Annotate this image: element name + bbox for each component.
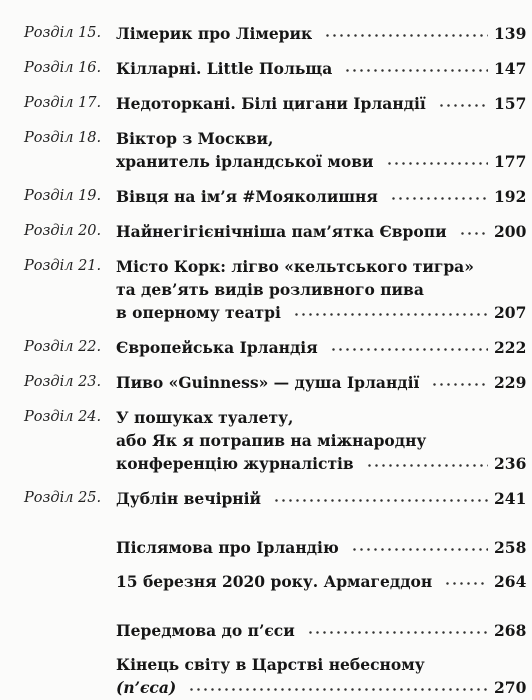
toc-page-number: 241 [494,489,527,508]
toc-entry[interactable] [24,371,527,394]
dot-leader [386,162,489,165]
dot-leader [438,104,488,107]
toc-entry-title: (п’єса) [116,678,177,697]
toc-entry[interactable] [24,127,527,173]
toc-page-number: 236 [494,454,527,473]
toc-entry-title: У пошуках туалету, [116,408,294,427]
dot-leader [351,548,488,551]
toc-entry-title: або Як я потрапив на міжнародну [116,431,427,450]
toc-entry-title: Кілларні. Little Польща [116,59,333,78]
dot-leader [366,464,488,467]
toc-entry[interactable] [24,406,527,475]
toc-entry[interactable] [24,255,527,324]
toc-entry[interactable] [24,570,527,593]
toc-entry[interactable] [24,220,527,243]
toc-entry-title: Європейська Ірландія [116,338,318,357]
dot-leader [324,34,488,37]
toc-page-number: 229 [494,373,527,392]
toc-entry-title: Недоторкані. Білі цигани Ірландії [116,94,426,113]
dot-leader [459,232,488,235]
toc-entry-title: 15 березня 2020 року. Армагеддон [116,572,433,591]
dot-leader [330,348,488,351]
toc-entry-title: Післямова про Ірландію [116,538,339,557]
toc-entry-title: Передмова до п’єси [116,621,295,640]
toc-page-number: 258 [494,538,527,557]
toc-entry-title: в оперному театрі [116,303,281,322]
table-of-contents [24,22,527,699]
toc-entry[interactable] [24,57,527,80]
toc-entry[interactable] [24,653,527,699]
toc-page-number: 192 [494,187,527,206]
toc-chapter-number: Розділ 20. [24,223,102,239]
toc-entry-title: Найнегігієнічніша пам’ятка Європи [116,222,447,241]
toc-page-number: 139 [494,24,527,43]
toc-chapter-number: Розділ 23. [24,374,102,390]
toc-entry-title: Лімерик про Лімерик [116,24,313,43]
dot-leader [273,499,488,502]
toc-entry[interactable] [24,619,527,642]
toc-chapter-number: Розділ 22. [24,339,102,355]
toc-entry[interactable] [24,22,527,45]
toc-chapter-number: Розділ 15. [24,25,102,41]
toc-page-number: 200 [494,222,527,241]
toc-page-number: 147 [494,59,527,78]
toc-entry-title: конференцію журналістів [116,454,354,473]
toc-entry-title: Кінець світу в Царстві небесному [116,655,425,674]
dot-leader [188,688,488,691]
toc-entry-title: та дев’ять видів розливного пива [116,280,424,299]
toc-page-number: 222 [494,338,527,357]
toc-entry-title: Пиво «Guinness» — душа Ірландії [116,373,420,392]
toc-entry[interactable] [24,536,527,559]
toc-chapter-number: Розділ 21. [24,258,102,274]
toc-entry-title: Дублін вечірній [116,489,262,508]
toc-page-number: 177 [494,152,527,171]
toc-chapter-number: Розділ 17. [24,95,102,111]
dot-leader [344,69,488,72]
toc-entry[interactable] [24,185,527,208]
dot-leader [293,313,488,316]
toc-page-number: 207 [494,303,527,322]
toc-chapter-number: Розділ 16. [24,60,102,76]
toc-entry[interactable] [24,336,527,359]
toc-page-number: 268 [494,621,527,640]
dot-leader [390,197,488,200]
toc-page-number: 157 [494,94,527,113]
toc-chapter-number: Розділ 24. [24,409,102,425]
toc-chapter-number: Розділ 19. [24,188,102,204]
toc-page-number: 264 [494,572,527,591]
toc-chapter-number: Розділ 25. [24,490,102,506]
toc-entry-title: Місто Корк: лігво «кельтського тигра» [116,257,474,276]
toc-chapter-number: Розділ 18. [24,130,102,146]
toc-entry[interactable] [24,487,527,510]
toc-entry-title: Віктор з Москви, [116,129,274,148]
dot-leader [431,383,488,386]
toc-entry-title: хранитель ірландської мови [116,152,374,171]
dot-leader [444,582,488,585]
dot-leader [307,631,488,634]
toc-page-number: 270 [494,678,527,697]
toc-entry[interactable] [24,92,527,115]
toc-entry-title: Вівця на ім’я #Мояколишня [116,187,378,206]
